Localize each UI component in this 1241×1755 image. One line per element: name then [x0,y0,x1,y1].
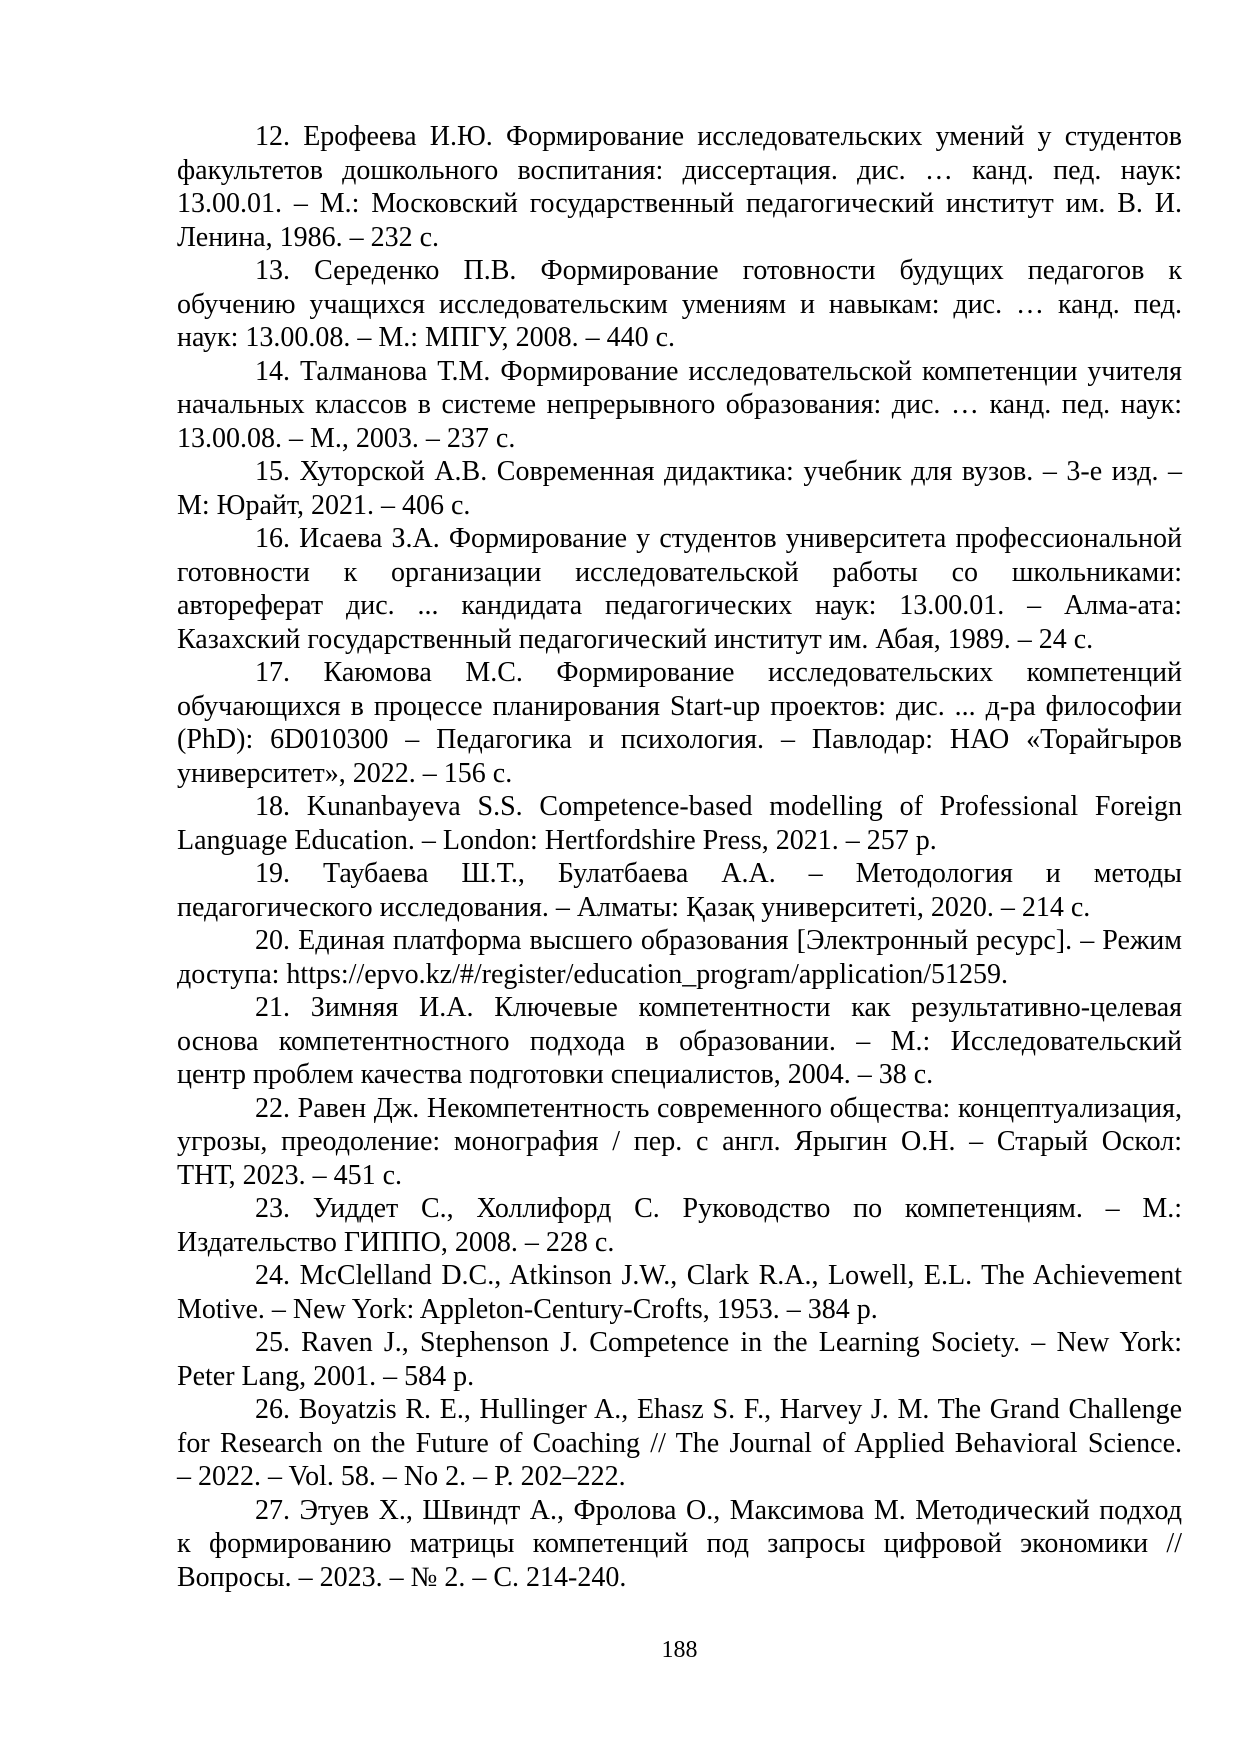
page-number: 188 [661,1637,698,1663]
reference-line: 22. Равен Дж. Некомпетентность современного общества: концептуализация, [255,1092,1182,1124]
reference-line: автореферат дис. ... кандидата педагогических наук: 13.00.01. – Алма-ата: [177,590,1182,621]
reference-line: 13. Середенко П.В. Формирование готовности будущих педагогов к [255,255,1182,286]
reference-line: 15. Хуторской А.В. Современная дидактика: учебник для вузов. – 3-е изд. – [255,456,1182,487]
reference-line: обучающихся в процессе планирования Start-up проектов: дис. ... д-ра философии [177,690,1182,722]
reference-line: Издательство ГИППО, 2008. – 228 с. [177,1226,615,1258]
reference-line: факультетов дошкольного воспитания: диссертация. дис. … канд. пед. наук: [177,154,1182,186]
reference-line: 24. McClelland D.C., Atkinson J.W., Clark R.A., Lowell, E.L. The Achievement [255,1260,1182,1291]
reference-line: Peter Lang, 2001. – 584 p. [177,1360,475,1392]
reference-line: университет», 2022. – 156 с. [177,757,513,789]
reference-line: 19. Таубаева Ш.Т., Булатбаева А.А. – Методология и методы [255,858,1182,889]
reference-line: 12. Ерофеева И.Ю. Формирование исследовательских умений у студентов [255,121,1182,152]
reference-entry [177,1393,1182,1494]
reference-line: 25. Raven J., Stephenson J. Competence in the Learning Society. – New York: [255,1327,1182,1358]
reference-line: (PhD): 6D010300 – Педагогика и психология. – Павлодар: НАО «Торайгыров [177,724,1182,755]
reference-entry [177,455,1182,522]
reference-line: Language Education. – London: Hertfordshire Press, 2021. – 257 p. [177,824,937,856]
reference-entry [177,857,1182,924]
reference-entry [177,1259,1182,1326]
reference-line: 26. Boyatzis R. E., Hullinger A., Ehasz S. F., Harvey J. M. The Grand Challenge [255,1394,1182,1425]
reference-line: 20. Единая платформа высшего образования [Электронный ресурс]. – Режим [255,925,1182,956]
reference-entry [177,120,1182,254]
reference-line: – 2022. – Vol. 58. – No 2. – P. 202–222. [177,1461,626,1492]
reference-entry [177,656,1182,790]
reference-line: Motive. – New York: Appleton-Century-Crofts, 1953. – 384 p. [177,1293,878,1325]
reference-entry [177,1192,1182,1259]
reference-entry [177,991,1182,1092]
reference-entry [177,790,1182,857]
reference-line: 13.00.08. – М., 2003. – 237 с. [177,422,516,454]
reference-line: 16. Исаева З.А. Формирование у студентов университета профессиональной [255,523,1182,554]
reference-line: обучению учащихся исследовательским умениям и навыкам: дис. … канд. пед. [177,288,1182,320]
reference-line: Казахский государственный педагогический институт им. Абая, 1989. – 24 с. [177,623,1094,655]
reference-line: for Research on the Future of Coaching // The Journal of Applied Behavioral Science. [177,1427,1182,1459]
reference-line: к формированию матрицы компетенций под запросы цифровой экономики // [177,1528,1182,1559]
reference-line: 14. Талманова Т.М. Формирование исследовательской компетенции учителя [255,355,1182,387]
reference-line: 27. Этуев Х., Швиндт А., Фролова О., Максимова М. Методический подход [255,1494,1182,1526]
reference-line: готовности к организации исследовательской работы со школьниками: [177,556,1182,588]
reference-line: 13.00.01. – М.: Московский государственный педагогический институт им. В. И. [177,188,1182,219]
reference-line: 21. Зимняя И.А. Ключевые компетентности как результативно-целевая [255,992,1182,1023]
reference-line: М: Юрайт, 2021. – 406 с. [177,489,471,521]
reference-entry [177,355,1182,456]
reference-line: основа компетентностного подхода в образовании. – М.: Исследовательский [177,1025,1182,1057]
reference-line: наук: 13.00.08. – М.: МПГУ, 2008. – 440 с. [177,322,676,353]
reference-line: Вопросы. – 2023. – № 2. – С. 214-240. [177,1561,627,1593]
reference-line: угрозы, преодоление: монография / пер. с англ. Ярыгин О.Н. – Старый Оскол: [177,1126,1182,1157]
reference-line: 23. Уиддет С., Холлифорд С. Руководство по компетенциям. – М.: [255,1193,1182,1224]
reference-line: 18. Kunanbayeva S.S. Competence-based modelling of Professional Foreign [255,791,1182,822]
reference-line: центр проблем качества подготовки специалистов, 2004. – 38 с. [177,1059,934,1090]
reference-line: Ленина, 1986. – 232 с. [177,221,440,253]
reference-line: ТНТ, 2023. – 451 с. [177,1159,403,1191]
references-list [177,120,1182,1594]
reference-line: педагогического исследования. – Алматы: Қазақ университеті, 2020. – 214 с. [177,891,1091,923]
reference-line: начальных классов в системе непрерывного образования: дис. … канд. пед. наук: [177,389,1182,420]
reference-line: доступа: https://epvo.kz/#/register/education_program/application/51259. [177,958,1009,990]
reference-entry [177,522,1182,656]
reference-entry [177,1494,1182,1595]
reference-line: 17. Каюмова М.С. Формирование исследовательских компетенций [255,657,1182,688]
reference-entry [177,1092,1182,1193]
reference-entry [177,1326,1182,1393]
reference-entry [177,924,1182,991]
reference-entry [177,254,1182,355]
